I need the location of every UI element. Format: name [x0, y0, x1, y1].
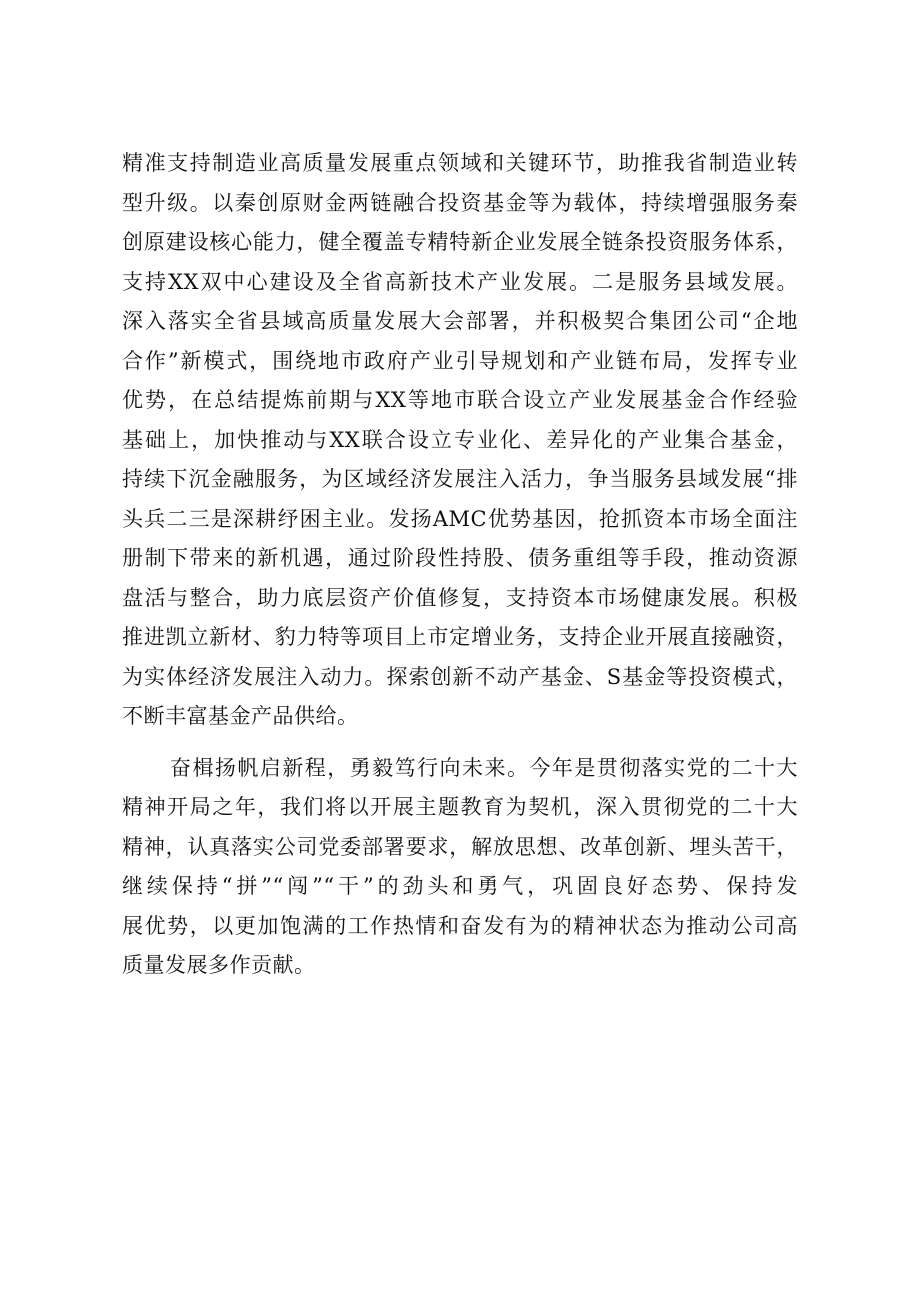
paragraph-line: 型升级。以秦创原财金两链融合投资基金等为载体，持续增强服务秦: [122, 190, 798, 215]
paragraph-line: 精神开局之年，我们将以开展主题教育为契机，深入贯彻党的二十大: [122, 795, 798, 819]
paragraph-line: 不断丰富基金产品供给。: [122, 704, 359, 728]
paragraph-line: 支持XX双中心建设及全省高新技术产业发展。二是服务县域发展。: [122, 269, 798, 294]
paragraph-line: 奋楫扬帆启新程，勇毅笃行向未来。今年是贯彻落实党的二十大: [170, 755, 798, 780]
paragraph-2: [122, 749, 798, 986]
paragraph-line: 优势，在总结提炼前期与XX等地市联合设立产业发展基金合作经验: [122, 388, 798, 412]
paragraph-line: 基础上，加快推动与XX联合设立专业化、差异化的产业集合基金，: [122, 427, 798, 452]
paragraph-1: [122, 144, 798, 737]
paragraph-line: 推进凯立新材、豹力特等项目上市定增业务，支持企业开展直接融资，: [122, 625, 798, 649]
paragraph-line: 盘活与整合，助力底层资产价值修复，支持资本市场健康发展。积极: [122, 585, 798, 610]
paragraph-spacer: [122, 737, 798, 749]
paragraph-line: 质量发展多作贡献。: [122, 953, 316, 977]
paragraph-line: 创原建设核心能力，健全覆盖专精特新企业发展全链条投资服务体系，: [122, 230, 798, 254]
paragraph-line: 册制下带来的新机遇，通过阶段性持股、债务重组等手段，推动资源: [122, 546, 798, 570]
paragraph-line: 精准支持制造业高质量发展重点领域和关键环节，助推我省制造业转: [122, 151, 798, 175]
document-body: [122, 144, 798, 986]
paragraph-line: 继续保持“拼”“闯”“干”的劲头和勇气，巩固良好态势、保持发: [122, 874, 798, 898]
paragraph-line: 持续下沉金融服务，为区域经济发展注入活力，争当服务县域发展“排: [122, 467, 798, 491]
paragraph-line: 头兵二三是深耕纾困主业。发扬AMC优势基因，抢抓资本市场全面注: [122, 506, 798, 531]
paragraph-line: 为实体经济发展注入动力。探索创新不动产基金、S基金等投资模式，: [122, 664, 798, 689]
paragraph-line: 合作”新模式，围绕地市政府产业引导规划和产业链布局，发挥专业: [122, 348, 798, 373]
paragraph-line: 精神，认真落实公司党委部署要求，解放思想、改革创新、埋头苦干，: [122, 834, 798, 859]
paragraph-line: 展优势，以更加饱满的工作热情和奋发有为的精神状态为推动公司高: [122, 913, 798, 938]
paragraph-line: 深入落实全省县域高质量发展大会部署，并积极契合集团公司“企地: [122, 309, 798, 333]
